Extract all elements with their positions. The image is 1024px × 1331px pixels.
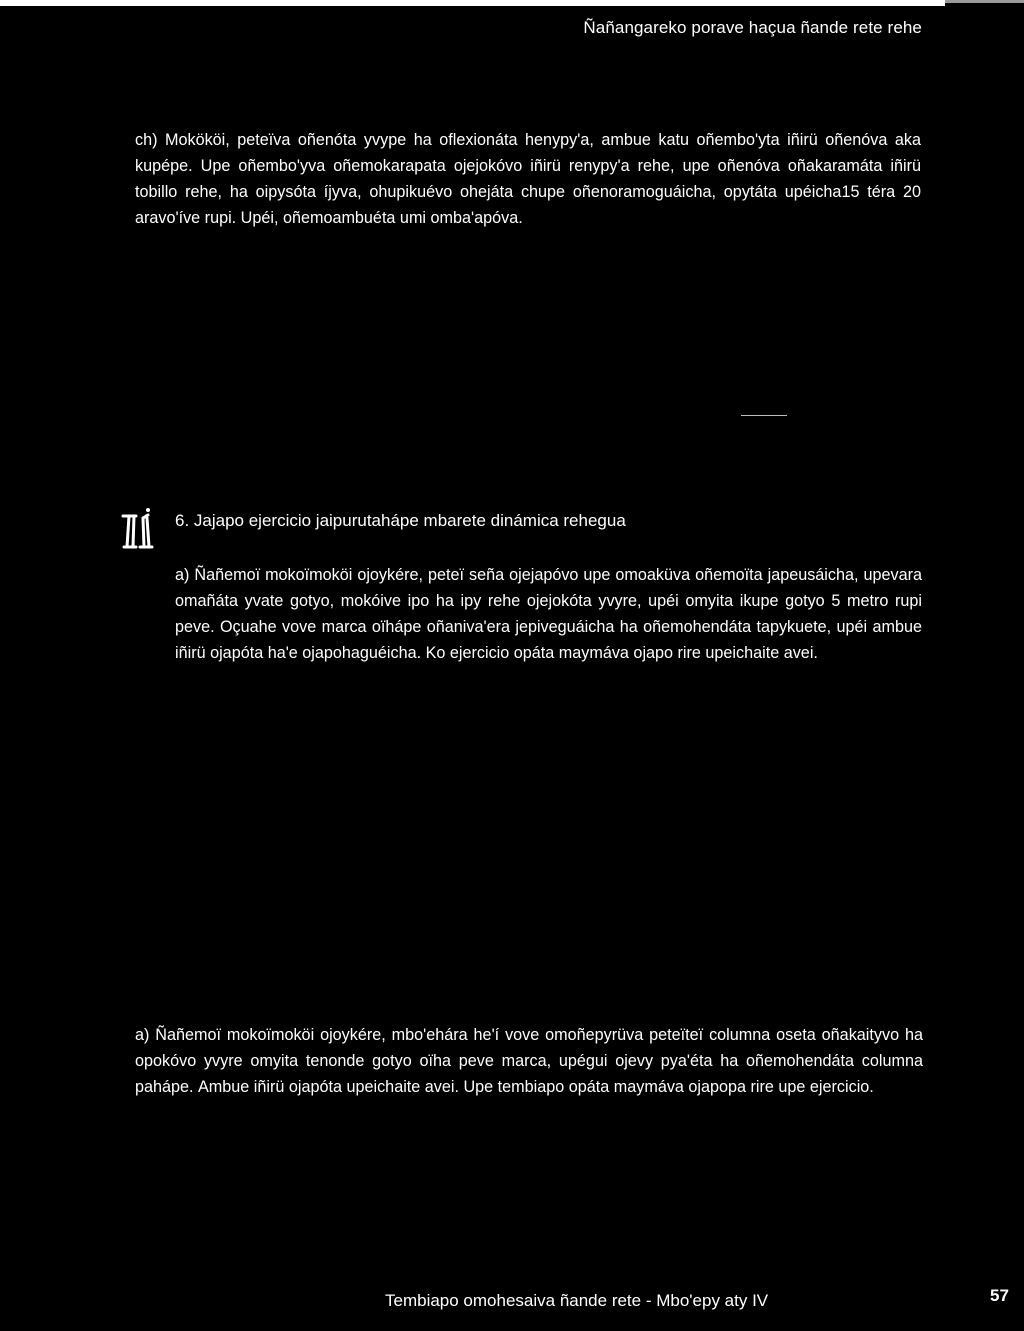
page-number: 57 (990, 1286, 1009, 1305)
exercise-6-heading: 6. Jajapo ejercicio jaipurutahápe mbarete dinámica rehegua (175, 511, 626, 530)
paragraph-ch: ch) Mokököi, peteïva oñenóta yvype ha oflexionáta henypy'a, ambue katu oñembo'yta iñirü oñenóva aka kupépe. Upe oñembo'yva oñemokarapata ojejokóvo iñirü renypy'a rehe, upe oñenóva oñakaramáta iñirü tobillo rehe, ha oipysóta íjyva, ohupikuévo ohejáta chupe oñenoramoguáicha, opytáta upéicha15 téra 20 aravo'íve rupi. Upéi, oñemoambuéta umi omba'apóva. (135, 131, 921, 227)
paragraph-a-second: a) Ñañemoï mokoïmoköi ojoykére, mbo'ehára he'í vove omoñepyrüva peteïteï columna oseta oñakaityvo ha opokóvo yvyre omyita tenonde gotyo oïha peve marca, upégui ojevy pya'éta ha oñemohendáta columna paháре. Ambue iñirü ojapóta upeichaite avei. Upe tembiapo opáta maymáva ojapopa rire upe ejercicio. (135, 1026, 923, 1096)
top-rule (0, 0, 945, 6)
footer-book-title: Tembiapo omohesaiva ñande rete - Mbo'epy aty IV (385, 1291, 769, 1310)
exercise-figure-icon (121, 507, 155, 549)
top-rule-tail (945, 0, 1024, 3)
exercise-6-item-a: a) Ñañemoï mokoïmoköi ojoykére, peteï seña ojejapóvo upe omoaküva oñemoïta japeusáicha, upevara omañáta yvate gotyo, mokóive ipo ha ipy rehe ojejokóta yvyre, upéi omyita ikupe gotyo 5 metro rupi peve. Oçuahe vove marca oïhápe oñaniva'era jepiveguáicha ha oñemohendáta tapykuete, upéi ambue iñirü ojapóta ha'e ojapohaguéicha. Ko ejercicio opáta maymáva ojapo rire upeichaite avei. (175, 566, 922, 662)
running-header: Ñañangareko porave haçua ñande rete rehe (583, 18, 922, 37)
divider-dash (741, 415, 787, 416)
